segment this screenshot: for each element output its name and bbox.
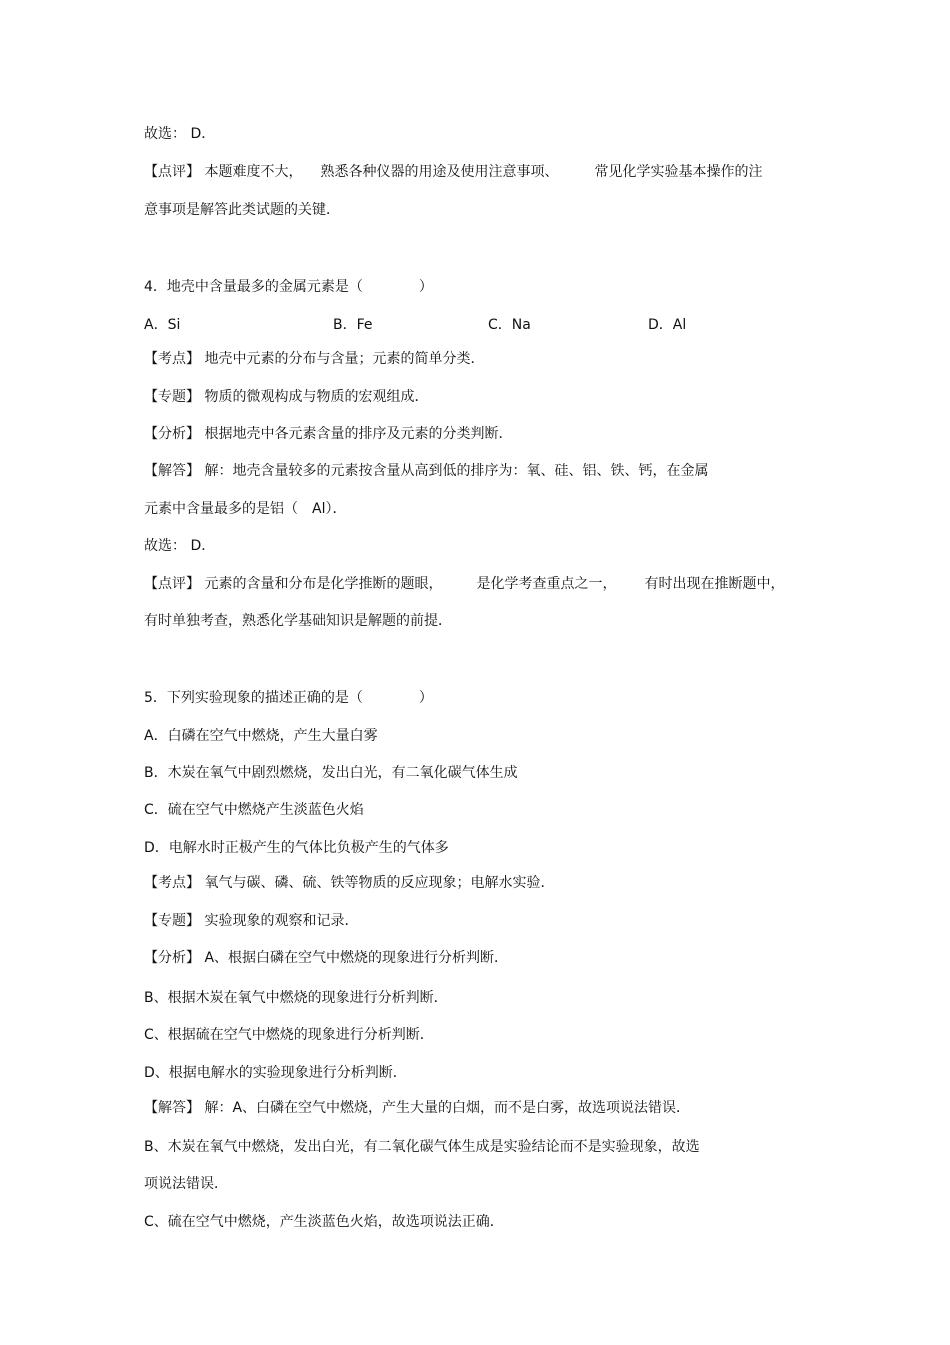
comment-text-part2: 熟悉各种仪器的用途及使用注意事项、 bbox=[320, 164, 559, 180]
q5-jieda-b-text: B、木炭在氧气中燃烧，发出白光，有二氧化碳气体生成是实验结论而不是实验现象，故选 bbox=[144, 1139, 700, 1155]
q4-option-c-text: C．Na bbox=[488, 317, 531, 333]
comment-text-cont: 意事项是解答此类试题的关键． bbox=[144, 202, 340, 218]
q4-kaodian-text: 【考点】 地壳中元素的分布与含量；元素的简单分类． bbox=[144, 351, 485, 367]
q4-jieda bbox=[144, 461, 708, 481]
question-4-text: 4．地壳中含量最多的金属元素是（ ） bbox=[144, 279, 433, 295]
question-5-title bbox=[144, 688, 433, 708]
q4-option-a bbox=[144, 315, 180, 335]
answer-line bbox=[144, 124, 215, 144]
q4-fenxi-text: 【分析】 根据地壳中各元素含量的排序及元素的分类判断． bbox=[144, 426, 513, 442]
q4-dianping-cont-text: 有时单独考查，熟悉化学基础知识是解题的前提． bbox=[144, 613, 452, 629]
comment-line-cont bbox=[144, 200, 340, 220]
question-5-text: 5．下列实验现象的描述正确的是（ ） bbox=[144, 690, 433, 706]
q4-jieda-text: 【解答】 解：地壳含量较多的元素按含量从高到低的排序为：氧、硅、铝、铁、钙，在金属 bbox=[144, 463, 709, 479]
q5-jieda-b-cont bbox=[144, 1174, 228, 1194]
q4-option-b-text: B．Fe bbox=[333, 317, 373, 333]
q4-dianping-part1: 【点评】 元素的含量和分布是化学推断的题眼， bbox=[144, 576, 443, 592]
q4-option-b bbox=[333, 315, 373, 335]
comment-text-part1: 【点评】 本题难度不大， bbox=[144, 164, 303, 180]
q4-option-d bbox=[648, 315, 686, 335]
comment-text-part3: 常见化学实验基本操作的注 bbox=[594, 164, 763, 180]
q4-dianping-part2: 是化学考查重点之一， bbox=[476, 576, 617, 592]
q4-fenxi bbox=[144, 424, 512, 444]
q5-option-c bbox=[144, 800, 364, 820]
q4-dianping-cont bbox=[144, 611, 452, 631]
q5-jieda-b bbox=[144, 1137, 700, 1157]
q5-jieda-c-text: C、硫在空气中燃烧，产生淡蓝色火焰，故选项说法正确． bbox=[144, 1214, 504, 1230]
q5-fenxi-c bbox=[144, 1025, 434, 1045]
q5-option-c-text: C．硫在空气中燃烧产生淡蓝色火焰 bbox=[144, 802, 364, 818]
q5-jieda-c bbox=[144, 1212, 504, 1232]
q4-kaodian bbox=[144, 349, 484, 369]
q4-option-c bbox=[488, 315, 531, 335]
q5-fenxi-text: 【分析】 A、根据白磷在空气中燃烧的现象进行分析判断． bbox=[144, 950, 509, 966]
q5-fenxi-d-text: D、根据电解水的实验现象进行分析判断． bbox=[144, 1065, 407, 1081]
q5-option-a bbox=[144, 726, 378, 746]
q5-fenxi-b-text: B、根据木炭在氧气中燃烧的现象进行分析判断． bbox=[144, 990, 448, 1006]
q4-zhuanti bbox=[144, 387, 428, 407]
q5-kaodian-text: 【考点】 氧气与碳、磷、硫、铁等物质的反应现象；电解水实验． bbox=[144, 875, 555, 891]
q5-fenxi bbox=[144, 948, 508, 968]
q4-option-a-text: A．Si bbox=[144, 317, 181, 333]
q5-option-b-text: B．木炭在氧气中剧烈燃烧，发出白光，有二氧化碳气体生成 bbox=[144, 765, 518, 781]
q5-option-d-text: D．电解水时正极产生的气体比负极产生的气体多 bbox=[144, 840, 449, 856]
q5-zhuanti-text: 【专题】 实验现象的观察和记录． bbox=[144, 913, 359, 929]
q4-jieda-cont bbox=[144, 499, 346, 519]
q4-answer bbox=[144, 536, 215, 556]
q5-option-d bbox=[144, 838, 449, 858]
q5-kaodian bbox=[144, 873, 554, 893]
q5-jieda bbox=[144, 1098, 690, 1118]
q5-jieda-a-text: 【解答】 解：A、白磷在空气中燃烧，产生大量的白烟，而不是白雾，故选项说法错误． bbox=[144, 1100, 691, 1116]
q5-jieda-b-cont-text: 项说法错误． bbox=[144, 1176, 228, 1192]
q5-fenxi-d bbox=[144, 1063, 407, 1083]
comment-line bbox=[144, 162, 762, 182]
q4-jieda-cont-text: 元素中含量最多的是铝（ Al）． bbox=[144, 501, 347, 517]
q4-answer-text: 故选： D． bbox=[144, 538, 216, 554]
question-4-title bbox=[144, 277, 433, 297]
q4-option-d-text: D．Al bbox=[648, 317, 687, 333]
q5-zhuanti bbox=[144, 911, 358, 931]
q5-option-a-text: A．白磷在空气中燃烧，产生大量白雾 bbox=[144, 728, 378, 744]
answer-text: 故选： D． bbox=[144, 126, 216, 142]
q5-fenxi-c-text: C、根据硫在空气中燃烧的现象进行分析判断． bbox=[144, 1027, 434, 1043]
q5-fenxi-b bbox=[144, 988, 448, 1008]
q4-dianping bbox=[144, 574, 784, 594]
q4-zhuanti-text: 【专题】 物质的微观构成与物质的宏观组成． bbox=[144, 389, 429, 405]
q4-dianping-part3: 有时出现在推断题中， bbox=[644, 576, 785, 592]
q5-option-b bbox=[144, 763, 518, 783]
